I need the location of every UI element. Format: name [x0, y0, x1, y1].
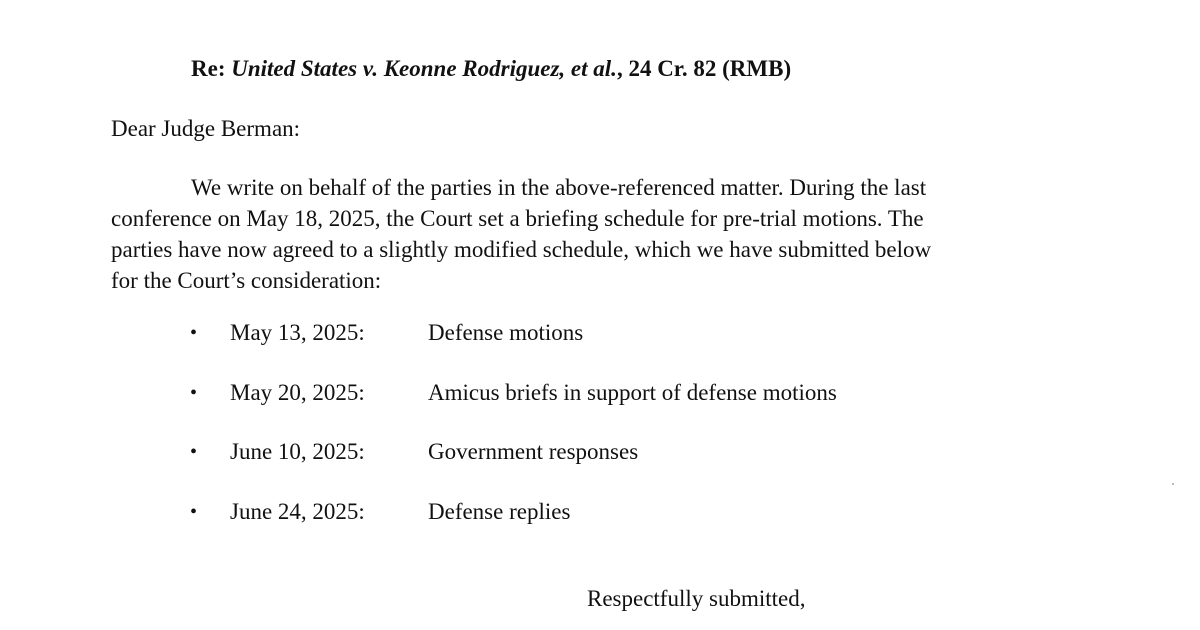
body-line: for the Court’s consideration:: [111, 268, 382, 293]
schedule-date: May 20, 2025:: [230, 379, 365, 405]
salutation: Dear Judge Berman:: [111, 116, 301, 141]
schedule-event: Government responses: [428, 439, 639, 464]
closing-line: Respectfully submitted,: [587, 586, 806, 611]
schedule-event: Defense replies: [428, 498, 571, 524]
re-prefix: Re:: [191, 56, 226, 81]
docket-number: , 24 Cr. 82 (RMB): [616, 56, 792, 81]
bullet-icon: •: [190, 441, 198, 463]
bullet-icon: •: [190, 500, 198, 523]
case-name: United States v. Keonne Rodriguez, et al.: [231, 56, 617, 81]
body-line: parties have now agreed to a slightly modified schedule, which we have submitted below: [111, 237, 932, 262]
body-paragraph: [111, 172, 1071, 296]
bullet-icon: •: [190, 322, 198, 344]
schedule-date: May 13, 2025:: [230, 320, 365, 345]
schedule-date: June 10, 2025:: [230, 439, 365, 464]
scan-speck: [1172, 483, 1174, 485]
bullet-icon: •: [190, 381, 198, 404]
schedule-date: June 24, 2025:: [230, 498, 365, 524]
schedule-event: Amicus briefs in support of defense motions: [428, 379, 837, 405]
re-line: [191, 56, 791, 82]
schedule-event: Defense motions: [428, 320, 584, 345]
body-line: We write on behalf of the parties in the above-referenced matter. During the last: [191, 175, 927, 200]
body-line: conference on May 18, 2025, the Court set a briefing schedule for pre-trial motions. The: [111, 206, 924, 231]
